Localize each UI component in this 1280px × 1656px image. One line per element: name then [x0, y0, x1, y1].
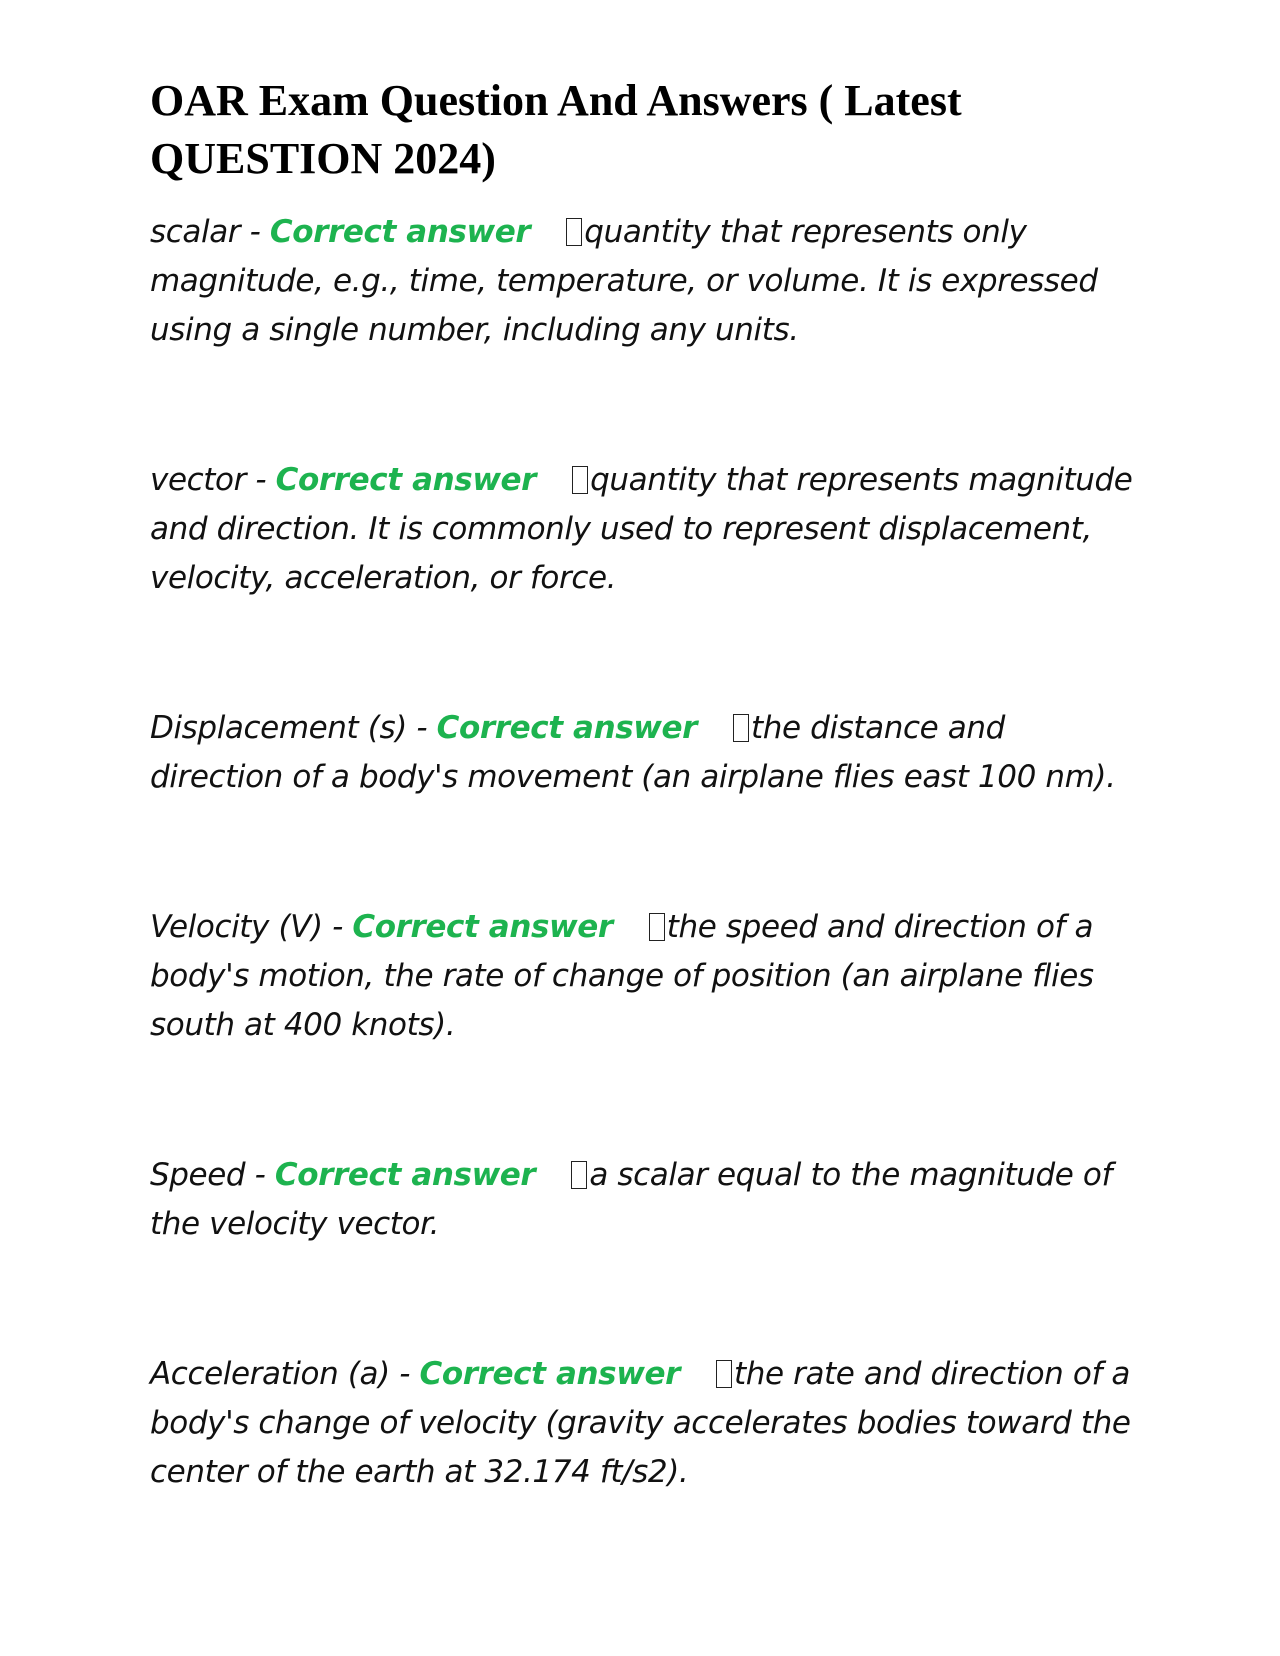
qa-entry-acceleration — [150, 1350, 1140, 1497]
entry-separator: - — [245, 462, 276, 498]
document-page — [150, 72, 1140, 1497]
entry-separator: - — [406, 710, 437, 746]
entry-definition: the rate and direction of a body's change of velocity (gravity accelerates bodies toward the center of the earth at 32.174 ft/s2). — [150, 1356, 1131, 1490]
missing-glyph-icon — [733, 714, 749, 742]
correct-answer-label: Correct answer — [274, 1157, 536, 1193]
page-title: OAR Exam Question And Answers ( Latest QUESTION 2024) — [150, 76, 962, 183]
entry-separator: - — [389, 1356, 420, 1392]
correct-answer-label: Correct answer — [352, 909, 613, 945]
entry-term: Displacement (s) — [150, 710, 407, 746]
qa-entry-displacement — [150, 704, 1140, 802]
entry-term: vector — [150, 462, 246, 498]
correct-answer-label: Correct answer — [419, 1356, 680, 1392]
entry-definition: quantity that represents only magnitude, e.g., time, temperature, or volume. It is expressed using a single number, including any units. — [150, 214, 1098, 348]
qa-entry-velocity — [150, 903, 1140, 1050]
entry-separator: - — [240, 214, 270, 250]
entry-term: Speed — [150, 1157, 246, 1193]
entry-term: Velocity (V) — [150, 909, 323, 945]
correct-answer-label: Correct answer — [436, 710, 698, 746]
missing-glyph-icon — [566, 218, 582, 246]
entry-definition: the distance and direction of a body's movement (an airplane flies east 100 nm). — [150, 710, 1116, 795]
missing-glyph-icon — [571, 1161, 587, 1189]
entry-separator: - — [322, 909, 353, 945]
correct-answer-label: Correct answer — [269, 214, 531, 250]
missing-glyph-icon — [649, 913, 665, 941]
entry-term: Acceleration (a) — [150, 1356, 390, 1392]
entry-separator: - — [245, 1157, 275, 1193]
correct-answer-label: Correct answer — [275, 462, 537, 498]
entry-term: scalar — [150, 214, 241, 250]
missing-glyph-icon — [716, 1360, 732, 1388]
qa-entry-vector — [150, 456, 1140, 603]
qa-entry-speed — [150, 1151, 1140, 1249]
entry-definition: the speed and direction of a body's motion, the rate of change of position (an airplane flies south at 400 knots). — [150, 909, 1094, 1043]
missing-glyph-icon — [572, 466, 588, 494]
qa-entry-scalar — [150, 208, 1140, 355]
entry-definition: quantity that represents magnitude and direction. It is commonly used to represent displacement, velocity, acceleration, or force. — [150, 462, 1133, 596]
entry-definition: a scalar equal to the magnitude of the velocity vector. — [150, 1157, 1112, 1242]
